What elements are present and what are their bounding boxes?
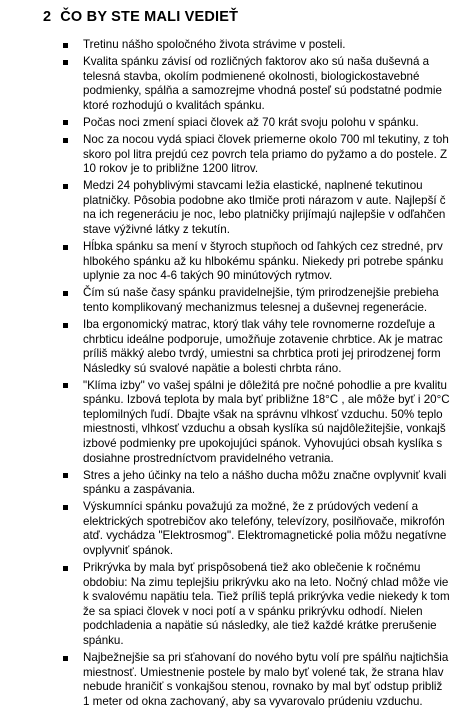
list-item-line: hlbokého spánku až ku hlbokému spánku. Niekedy pri potrebe spánku <box>83 254 444 268</box>
list-item-line: Prikrývka by mala byť prispôsobená tiež ako oblečenie k ročnému <box>83 561 421 575</box>
list-item-line: Tretinu nášho spoločného života strávime v posteli. <box>83 38 346 51</box>
bullet-icon <box>63 43 68 48</box>
list-item-line: spánku a zaspávania. <box>83 483 196 497</box>
bullet-icon <box>63 184 68 189</box>
list-item-line: spánku. Izbová teplota by mala byť približne 18°C , ale môže byť i 20°C <box>83 393 450 407</box>
bullet-icon <box>63 566 68 571</box>
list-item <box>0 286 474 315</box>
bullet-icon <box>63 245 68 250</box>
bullet-icon <box>63 323 68 328</box>
bullet-icon <box>63 60 68 65</box>
list-item-line: Najbežnejšie sa pri sťahovaní do nového bytu volí pre spálňu najtichšia <box>83 651 449 664</box>
list-item-line: teplomilných ľudí. Dbajte však na správnu vlhkosť vzduchu. 50% teplo <box>83 407 443 421</box>
list-item-line: Čím sú naše časy spánku pravidelnejšie, tým prirodzenejšie prebieha <box>83 286 439 300</box>
list-item-line: Noc za nocou vydá spiaci človek priemerne okolo 700 ml tekutiny, z toh <box>83 133 449 147</box>
list-item-line: telesná stavba, okolím podmienené okolnosti, biologickostavebné <box>83 69 420 83</box>
list-item <box>0 179 474 237</box>
list-item-line: podchladenia a napätie sú následky, ale tiež každé krátke prerušenie <box>83 619 437 633</box>
list-item <box>0 379 474 466</box>
section-heading <box>43 9 238 25</box>
section-number: 2 <box>43 9 52 25</box>
bullet-icon <box>63 473 68 478</box>
bullet-list <box>0 38 474 712</box>
list-item-line: Počas noci zmení spiaci človek až 70 krát svoju polohu v spánku. <box>83 115 419 129</box>
bullet-icon <box>63 505 68 510</box>
list-item <box>0 240 474 284</box>
list-item-line: platničky. Pôsobia podobne ako tlmiče proti nárazom v aute. Najlepší č <box>83 193 446 207</box>
list-item-line: 1 meter od okna zachovaný, aby sa vyvarovalo prúdeniu vzduchu. <box>83 694 423 708</box>
list-item-line: skoro pol litra prejdú cez povrch tela priamo do pyžamo a do postele. Z <box>83 147 448 161</box>
list-item-line: chrbticu ideálne podporuje, umožňuje zotavenie chrbtice. Ak je matrac <box>83 332 443 346</box>
list-item-line: Stres a jeho účinky na telo a nášho ducha môžu značne ovplyvniť kvali <box>83 468 447 482</box>
bullet-icon <box>63 291 68 296</box>
list-item <box>0 561 474 648</box>
list-item-line: miestnosti, vlhkosť vzduchu a obsah kyslíka sú najdôležitejšie, vonkajš <box>83 422 446 436</box>
list-item <box>0 133 474 177</box>
list-item-line: uplynie za noc 4-6 takých 90 minútových rytmov. <box>83 269 333 283</box>
list-item-line: spánku. <box>83 633 124 647</box>
list-item-line: Kvalita spánku závisí od rozličných faktorov ako sú naša duševná a <box>83 55 430 69</box>
list-item <box>0 55 474 113</box>
list-item-line: dosiahne prostredníctvom pravidelného vetrania. <box>83 451 334 465</box>
list-item-line: tento komplikovaný mechanizmus telesnej a duševnej regenerácie. <box>83 300 428 314</box>
list-item-line: Výskumníci spánku považujú za možné, že z prúdových vedení a <box>83 500 419 514</box>
list-item-line: Hĺbka spánku sa mení v štyroch stupňoch od ľahkých cez stredné, prv <box>83 240 443 254</box>
list-item-line: ktoré rozhodujú o kvalitách spánku. <box>83 98 265 112</box>
bullet-icon <box>63 138 68 143</box>
list-item <box>0 38 474 53</box>
list-item <box>0 651 474 709</box>
list-item <box>0 318 474 376</box>
bullet-icon <box>63 656 68 661</box>
list-item-line: elektrických spotrebičov ako telefóny, televízory, posilňovače, mikrofón <box>83 514 445 528</box>
list-item-line: k svalovému napätiu tela. Tiež príliš teplá prikrývka vedie niekedy k tom <box>83 590 450 604</box>
list-item-line: "Klíma izby" vo vašej spálni je dôležitá pre nočné pohodlie a pre kvalitu <box>83 378 447 392</box>
list-item <box>0 116 474 131</box>
list-item-line: na ich regeneráciu je noc, lebo platničky prijímajú najlepšie v odľahčen <box>83 208 446 222</box>
bullet-icon <box>63 383 68 388</box>
section-title: ČO BY STE MALI VEDIEŤ <box>60 9 239 25</box>
list-item-line: Medzi 24 pohyblivými stavcami ležia elastické, naplnené tekutinou <box>83 179 423 193</box>
list-item-line: miestnosť. Umiestnenie postele by malo byť volené tak, že strana hlav <box>83 665 444 679</box>
list-item-line: príliš mäkký alebo tvrdý, umiestni sa chrbtica proti jej prirodzenej form <box>83 347 441 361</box>
list-item-line: Následky sú svalové napätie a bolesti chrbta ráno. <box>83 361 342 375</box>
bullet-icon <box>63 120 68 125</box>
list-item-line: 10 rokov je to približne 1200 litrov. <box>83 162 259 176</box>
list-item-line: obdobiu: Na zimu teplejšiu prikrývku ako na leto. Nočný chlad môže vie <box>83 575 449 589</box>
list-item-line: stave výživné látky z tekutín. <box>83 222 230 236</box>
list-item-line: nebude hraničiť s vonkajšou stenou, rovnako by mal byť odstup približ <box>83 680 443 694</box>
list-item-line: ovplyvniť spánok. <box>83 543 174 557</box>
list-item-line: Iba ergonomický matrac, ktorý tlak váhy tele rovnomerne rozdeľuje a <box>83 318 435 331</box>
list-item-line: atď. vychádza "Elektrosmog". Elektromagnetické polia môžu negatívne <box>83 529 447 543</box>
list-item-line: že sa spiaci človek v noci potí a v spánku prikrývku odhodí. Nielen <box>83 604 423 618</box>
list-item-line: izbové podmienky pre upokojujúci spánok. Vyhovujúci obsah kyslíka s <box>83 436 443 450</box>
list-item-line: podmienky, spálňa a samozrejme vhodná posteľ sú podstatné podmie <box>83 84 442 98</box>
list-item <box>0 500 474 558</box>
list-item <box>0 469 474 498</box>
